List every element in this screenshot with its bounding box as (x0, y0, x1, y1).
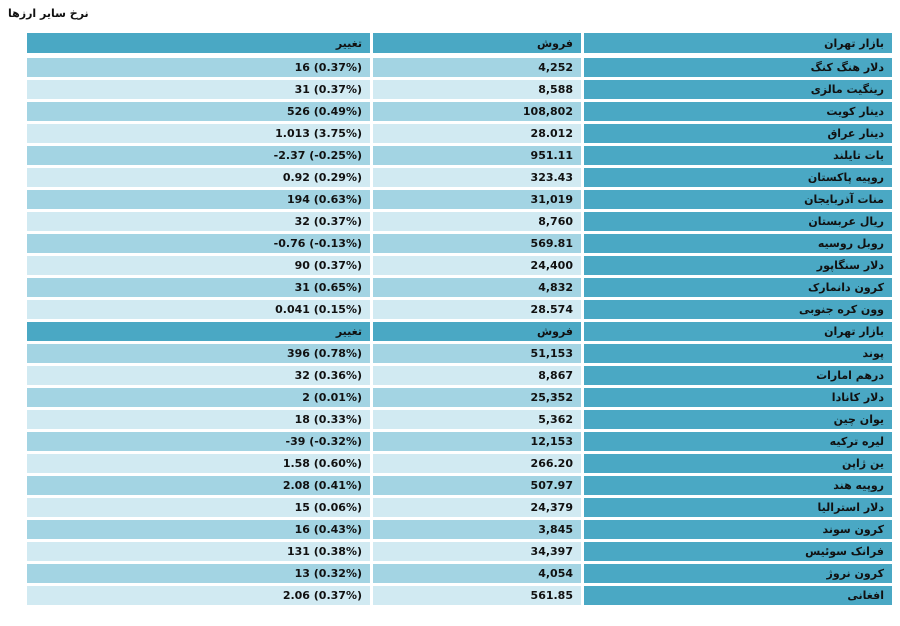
change-value: 131 (0.38%) (286, 545, 362, 558)
column-header-change: تغییر (27, 322, 370, 344)
change-cell (27, 454, 370, 476)
currency-name-cell: روبل روسیه (584, 234, 892, 256)
change-value: 0.041 (0.15%) (275, 303, 362, 316)
sell-price-cell: 266.20 (373, 454, 581, 476)
sell-price-cell: 28.574 (373, 300, 581, 322)
table-row (27, 520, 892, 542)
rates-body (27, 33, 892, 608)
change-cell (27, 278, 370, 300)
change-value: 396 (0.78%) (286, 347, 362, 360)
change-cell (27, 168, 370, 190)
change-cell (27, 146, 370, 168)
change-value: 31 (0.65%) (294, 281, 362, 294)
table-row (27, 366, 892, 388)
currency-name-cell: دلار سنگاپور (584, 256, 892, 278)
table-header-row (27, 33, 892, 58)
change-cell (27, 234, 370, 256)
currency-name-cell: یوان چین (584, 410, 892, 432)
table-row (27, 586, 892, 608)
sell-price-cell: 323.43 (373, 168, 581, 190)
change-value: 194 (0.63%) (286, 193, 362, 206)
currency-name-cell: لیره ترکیه (584, 432, 892, 454)
currency-name-cell: دلار استرالیا (584, 498, 892, 520)
change-cell (27, 80, 370, 102)
change-cell (27, 212, 370, 234)
page-title: نرخ سایر ارزها (8, 7, 89, 20)
change-cell (27, 564, 370, 586)
currency-name-cell: افغانی (584, 586, 892, 608)
table-row (27, 388, 892, 410)
change-value: 2.06 (0.37%) (282, 589, 362, 602)
change-cell (27, 498, 370, 520)
currency-name-cell: فرانک سوئیس (584, 542, 892, 564)
change-cell (27, 520, 370, 542)
currency-name-cell: دینار کویت (584, 102, 892, 124)
currency-rates-table (24, 33, 895, 608)
table-row (27, 212, 892, 234)
table-row (27, 454, 892, 476)
currency-name-cell: کرون دانمارک (584, 278, 892, 300)
currency-name-cell: دلار هنگ کنگ (584, 58, 892, 80)
table-row (27, 124, 892, 146)
sell-price-cell: 34,397 (373, 542, 581, 564)
sell-price-cell: 507.97 (373, 476, 581, 498)
sell-price-cell: 5,362 (373, 410, 581, 432)
table-row (27, 256, 892, 278)
change-value: 0.92 (0.29%) (282, 171, 362, 184)
change-value: 13 (0.32%) (294, 567, 362, 580)
currency-name-cell: ریال عربستان (584, 212, 892, 234)
currency-name-cell: وون کره جنوبی (584, 300, 892, 322)
change-value: 90 (0.37%) (294, 259, 362, 272)
sell-price-cell: 28.012 (373, 124, 581, 146)
currency-name-cell: بات تایلند (584, 146, 892, 168)
currency-name-cell: پوند (584, 344, 892, 366)
sell-price-cell: 561.85 (373, 586, 581, 608)
table-row (27, 498, 892, 520)
change-value: 16 (0.43%) (294, 523, 362, 536)
table-header-row (27, 322, 892, 344)
currency-name-cell: منات آذربایجان (584, 190, 892, 212)
column-header-market: بازار تهران (584, 322, 892, 344)
column-header-sell: فروش (373, 33, 581, 58)
table-row (27, 432, 892, 454)
sell-price-cell: 8,867 (373, 366, 581, 388)
table-row (27, 300, 892, 322)
change-cell (27, 256, 370, 278)
change-value: 31 (0.37%) (294, 83, 362, 96)
table-row (27, 168, 892, 190)
table-row (27, 80, 892, 102)
sell-price-cell: 4,252 (373, 58, 581, 80)
sell-price-cell: 108,802 (373, 102, 581, 124)
table-row (27, 278, 892, 300)
change-cell (27, 542, 370, 564)
change-cell (27, 388, 370, 410)
sell-price-cell: 31,019 (373, 190, 581, 212)
currency-name-cell: کرون نروژ (584, 564, 892, 586)
currency-name-cell: ین ژاپن (584, 454, 892, 476)
change-value: 1.58 (0.60%) (282, 457, 362, 470)
change-cell (27, 300, 370, 322)
table-row (27, 410, 892, 432)
change-cell (27, 432, 370, 454)
change-cell (27, 344, 370, 366)
table-row (27, 58, 892, 80)
sell-price-cell: 8,588 (373, 80, 581, 102)
currency-name-cell: دینار عراق (584, 124, 892, 146)
table-row (27, 542, 892, 564)
currency-name-cell: روپیه هند (584, 476, 892, 498)
change-cell (27, 366, 370, 388)
change-value: -0.76 (-0.13%) (273, 237, 362, 250)
sell-price-cell: 24,379 (373, 498, 581, 520)
sell-price-cell: 51,153 (373, 344, 581, 366)
change-cell (27, 102, 370, 124)
sell-price-cell: 4,832 (373, 278, 581, 300)
change-value: 32 (0.36%) (294, 369, 362, 382)
column-header-change: تغییر (27, 33, 370, 58)
table-row (27, 564, 892, 586)
table-row (27, 234, 892, 256)
change-value: 18 (0.33%) (294, 413, 362, 426)
column-header-market: بازار تهران (584, 33, 892, 58)
change-value: 15 (0.06%) (294, 501, 362, 514)
table-row (27, 146, 892, 168)
currency-name-cell: کرون سوند (584, 520, 892, 542)
table-row (27, 102, 892, 124)
change-value: 16 (0.37%) (294, 61, 362, 74)
table-row (27, 190, 892, 212)
sell-price-cell: 951.11 (373, 146, 581, 168)
currency-name-cell: درهم امارات (584, 366, 892, 388)
change-cell (27, 190, 370, 212)
sell-price-cell: 8,760 (373, 212, 581, 234)
sell-price-cell: 24,400 (373, 256, 581, 278)
sell-price-cell: 569.81 (373, 234, 581, 256)
currency-name-cell: دلار کانادا (584, 388, 892, 410)
sell-price-cell: 12,153 (373, 432, 581, 454)
table-row (27, 476, 892, 498)
change-value: -39 (-0.32%) (285, 435, 362, 448)
column-header-sell: فروش (373, 322, 581, 344)
sell-price-cell: 3,845 (373, 520, 581, 542)
currency-name-cell: رینگیت مالزی (584, 80, 892, 102)
change-cell (27, 410, 370, 432)
table-row (27, 344, 892, 366)
change-cell (27, 586, 370, 608)
change-value: 1.013 (3.75%) (275, 127, 362, 140)
change-cell (27, 58, 370, 80)
change-value: 32 (0.37%) (294, 215, 362, 228)
currency-name-cell: روپیه پاکستان (584, 168, 892, 190)
change-value: 2 (0.01%) (302, 391, 362, 404)
change-cell (27, 124, 370, 146)
sell-price-cell: 4,054 (373, 564, 581, 586)
change-value: -2.37 (-0.25%) (273, 149, 362, 162)
change-cell (27, 476, 370, 498)
change-value: 526 (0.49%) (286, 105, 362, 118)
change-value: 2.08 (0.41%) (282, 479, 362, 492)
sell-price-cell: 25,352 (373, 388, 581, 410)
